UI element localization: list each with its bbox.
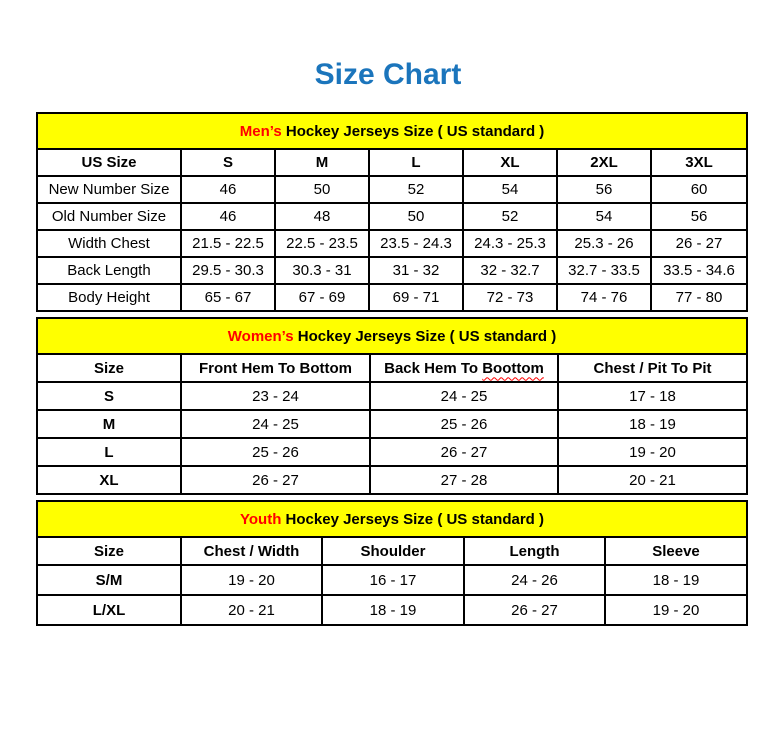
value-cell: 25 - 26	[181, 438, 370, 466]
column-header-back-hem	[370, 354, 558, 382]
value-cell: 67 - 69	[275, 284, 369, 311]
value-cell: 74 - 76	[557, 284, 651, 311]
value-cell: 25.3 - 26	[557, 230, 651, 257]
value-cell: 46	[181, 176, 275, 203]
womens-size-table	[36, 317, 748, 495]
row-label: Back Length	[37, 257, 181, 284]
value-cell: 24.3 - 25.3	[463, 230, 557, 257]
value-cell: 26 - 27	[181, 466, 370, 494]
table-row	[37, 382, 747, 410]
mens-size-table	[36, 112, 748, 312]
table-row	[37, 257, 747, 284]
table-row	[37, 230, 747, 257]
value-cell: 54	[557, 203, 651, 230]
value-cell: 20 - 21	[181, 595, 322, 625]
womens-header-row	[37, 354, 747, 382]
column-header-l: L	[369, 149, 463, 176]
value-cell: 69 - 71	[369, 284, 463, 311]
back-hem-prefix: Back Hem To	[384, 359, 483, 377]
youth-banner	[37, 501, 747, 537]
column-header-sleeve: Sleeve	[605, 537, 747, 565]
value-cell: 25 - 26	[370, 410, 558, 438]
value-cell: 50	[369, 203, 463, 230]
youth-size-table	[36, 500, 748, 626]
value-cell: 18 - 19	[322, 595, 464, 625]
youth-banner-row	[37, 501, 747, 537]
value-cell: 23 - 24	[181, 382, 370, 410]
mens-banner	[37, 113, 747, 149]
mens-banner-highlight: Men’s	[239, 122, 282, 140]
size-chart	[36, 112, 746, 626]
value-cell: 23.5 - 24.3	[369, 230, 463, 257]
womens-banner	[37, 318, 747, 354]
value-cell: 27 - 28	[370, 466, 558, 494]
row-label: S	[37, 382, 181, 410]
column-header-us-size: US Size	[37, 149, 181, 176]
value-cell: 50	[275, 176, 369, 203]
value-cell: 54	[463, 176, 557, 203]
column-header-2xl: 2XL	[557, 149, 651, 176]
column-header-front-hem: Front Hem To Bottom	[181, 354, 370, 382]
page-title: Size Chart	[314, 58, 462, 91]
value-cell: 24 - 25	[370, 382, 558, 410]
column-header-length: Length	[464, 537, 605, 565]
value-cell: 16 - 17	[322, 565, 464, 595]
page	[0, 58, 776, 750]
value-cell: 26 - 27	[370, 438, 558, 466]
value-cell: 72 - 73	[463, 284, 557, 311]
table-row	[37, 203, 747, 230]
row-label: L	[37, 438, 181, 466]
value-cell: 21.5 - 22.5	[181, 230, 275, 257]
back-hem-misspelled-word: Boottom	[482, 359, 544, 377]
column-header-size: Size	[37, 537, 181, 565]
column-header-m: M	[275, 149, 369, 176]
value-cell: 17 - 18	[558, 382, 747, 410]
value-cell: 32.7 - 33.5	[557, 257, 651, 284]
row-label: Width Chest	[37, 230, 181, 257]
row-label: Old Number Size	[37, 203, 181, 230]
row-label: Body Height	[37, 284, 181, 311]
value-cell: 31 - 32	[369, 257, 463, 284]
value-cell: 33.5 - 34.6	[651, 257, 747, 284]
womens-banner-row	[37, 318, 747, 354]
value-cell: 30.3 - 31	[275, 257, 369, 284]
column-header-shoulder: Shoulder	[322, 537, 464, 565]
value-cell: 56	[557, 176, 651, 203]
value-cell: 19 - 20	[605, 595, 747, 625]
value-cell: 60	[651, 176, 747, 203]
youth-banner-highlight: Youth	[240, 510, 282, 528]
value-cell: 24 - 26	[464, 565, 605, 595]
value-cell: 19 - 20	[558, 438, 747, 466]
row-label: New Number Size	[37, 176, 181, 203]
value-cell: 65 - 67	[181, 284, 275, 311]
value-cell: 77 - 80	[651, 284, 747, 311]
value-cell: 26 - 27	[651, 230, 747, 257]
mens-header-row	[37, 149, 747, 176]
table-row	[37, 565, 747, 595]
table-row	[37, 438, 747, 466]
value-cell: 52	[463, 203, 557, 230]
row-label: XL	[37, 466, 181, 494]
value-cell: 18 - 19	[558, 410, 747, 438]
value-cell: 18 - 19	[605, 565, 747, 595]
column-header-3xl: 3XL	[651, 149, 747, 176]
value-cell: 46	[181, 203, 275, 230]
value-cell: 32 - 32.7	[463, 257, 557, 284]
value-cell: 24 - 25	[181, 410, 370, 438]
table-row	[37, 176, 747, 203]
table-row	[37, 466, 747, 494]
column-header-s: S	[181, 149, 275, 176]
column-header-chest-width: Chest / Width	[181, 537, 322, 565]
youth-banner-rest: Hockey Jerseys Size ( US standard )	[281, 510, 544, 528]
column-header-xl: XL	[463, 149, 557, 176]
youth-header-row	[37, 537, 747, 565]
value-cell: 26 - 27	[464, 595, 605, 625]
value-cell: 19 - 20	[181, 565, 322, 595]
table-row	[37, 595, 747, 625]
table-row	[37, 284, 747, 311]
mens-banner-rest: Hockey Jerseys Size ( US standard )	[281, 122, 545, 140]
womens-banner-rest: Hockey Jerseys Size ( US standard )	[293, 327, 557, 345]
column-header-chest-pit: Chest / Pit To Pit	[558, 354, 747, 382]
table-row	[37, 410, 747, 438]
value-cell: 22.5 - 23.5	[275, 230, 369, 257]
row-label: L/XL	[37, 595, 181, 625]
value-cell: 29.5 - 30.3	[181, 257, 275, 284]
value-cell: 20 - 21	[558, 466, 747, 494]
value-cell: 48	[275, 203, 369, 230]
row-label: S/M	[37, 565, 181, 595]
value-cell: 56	[651, 203, 747, 230]
womens-banner-highlight: Women’s	[227, 327, 294, 345]
column-header-size: Size	[37, 354, 181, 382]
value-cell: 52	[369, 176, 463, 203]
row-label: M	[37, 410, 181, 438]
mens-banner-row	[37, 113, 747, 149]
